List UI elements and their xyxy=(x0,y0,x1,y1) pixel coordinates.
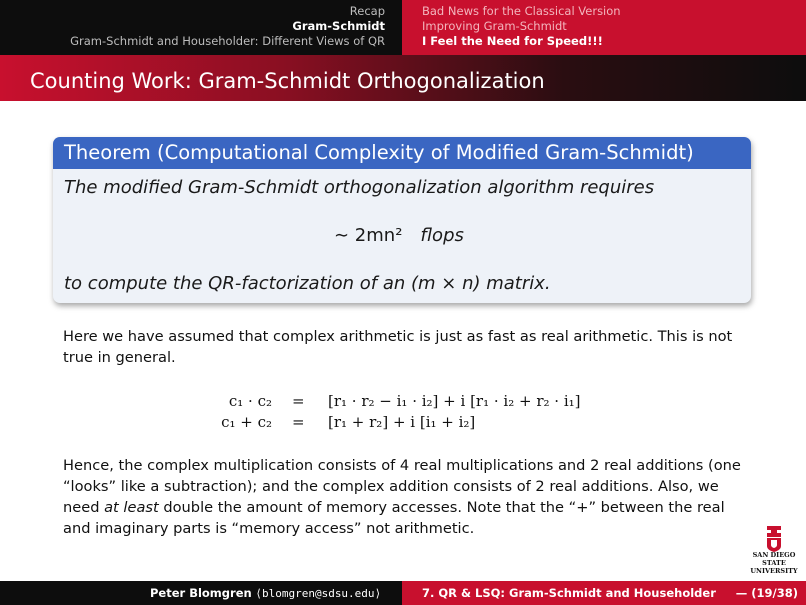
footer xyxy=(0,581,806,605)
footer-author xyxy=(0,581,402,605)
nav-subsection-improving[interactable]: Improving Gram-Schmidt xyxy=(422,19,567,33)
nav-section-householder[interactable]: Gram-Schmidt and Householder: Different Views of QR xyxy=(70,34,385,48)
logo-text-line2: UNIVERSITY xyxy=(750,567,798,575)
cost-explanation-text-a: Hence, the complex multiplication consists of 4 real multiplications and 2 real additions (one “looks” like a subtraction); and the complex addition consists of 2 real additions. Also, we need xyxy=(63,457,741,516)
theorem-block xyxy=(53,137,751,303)
page-number: — (19/38) xyxy=(735,586,798,600)
nav-subsection-speed[interactable]: I Feel the Need for Speed!!! xyxy=(422,34,603,48)
emphasis-at-least: at least xyxy=(104,499,159,516)
equation-sum-rhs: [r₁ + r₂] + i [i₁ + i₂] xyxy=(328,413,476,431)
nav-sections xyxy=(0,0,402,55)
theorem-conclusion-line: to compute the QR-factorization of an (m × n) matrix. xyxy=(64,273,551,294)
footer-section xyxy=(402,581,806,605)
author-name: Peter Blomgren xyxy=(150,586,252,600)
cost-explanation-paragraph xyxy=(63,455,753,539)
assumption-paragraph: Here we have assumed that complex arithmetic is just as fast as real arithmetic. This is not true in general. xyxy=(63,328,733,366)
equation-sum-lhs: c₁ + c₂ xyxy=(221,413,272,431)
footer-section-title: 7. QR & LSQ: Gram-Schmidt and Householder xyxy=(422,586,716,600)
author-email: ⟨blomgren@sdsu.edu⟩ xyxy=(255,587,382,600)
equation-sum-equals: = xyxy=(292,413,305,431)
theorem-formula xyxy=(334,225,464,246)
navigation-header xyxy=(0,0,806,55)
frame-title: Counting Work: Gram-Schmidt Orthogonalization xyxy=(30,69,545,93)
logo-text-line1: SAN DIEGO STATE xyxy=(752,551,796,567)
theorem-header xyxy=(53,137,751,169)
nav-section-recap[interactable]: Recap xyxy=(349,4,385,18)
nav-section-gram-schmidt[interactable]: Gram-Schmidt xyxy=(292,19,385,33)
theorem-title: Theorem (Computational Complexity of Modified Gram-Schmidt) xyxy=(64,141,694,164)
frame-title-bar xyxy=(0,55,806,101)
sdsu-logo-text xyxy=(744,551,804,575)
nav-subsection-bad-news[interactable]: Bad News for the Classical Version xyxy=(422,4,621,18)
equation-product-equals: = xyxy=(292,392,305,410)
theorem-statement-line: The modified Gram-Schmidt orthogonalization algorithm requires xyxy=(64,177,655,198)
flops-unit: flops xyxy=(420,225,464,246)
theorem-body xyxy=(53,169,751,303)
flop-count: ∼ 2mn² xyxy=(334,225,403,246)
cost-explanation-text-b: double the amount of memory accesses. Note that the “+” between the real and imaginary parts is “memory access” not arithmetic. xyxy=(63,499,725,537)
nav-subsections xyxy=(402,0,806,55)
equation-product-rhs: [r₁ · r₂ − i₁ · i₂] + i [r₁ · i₂ + r₂ · i₁] xyxy=(328,392,581,410)
equation-product-lhs: c₁ · c₂ xyxy=(228,392,272,410)
